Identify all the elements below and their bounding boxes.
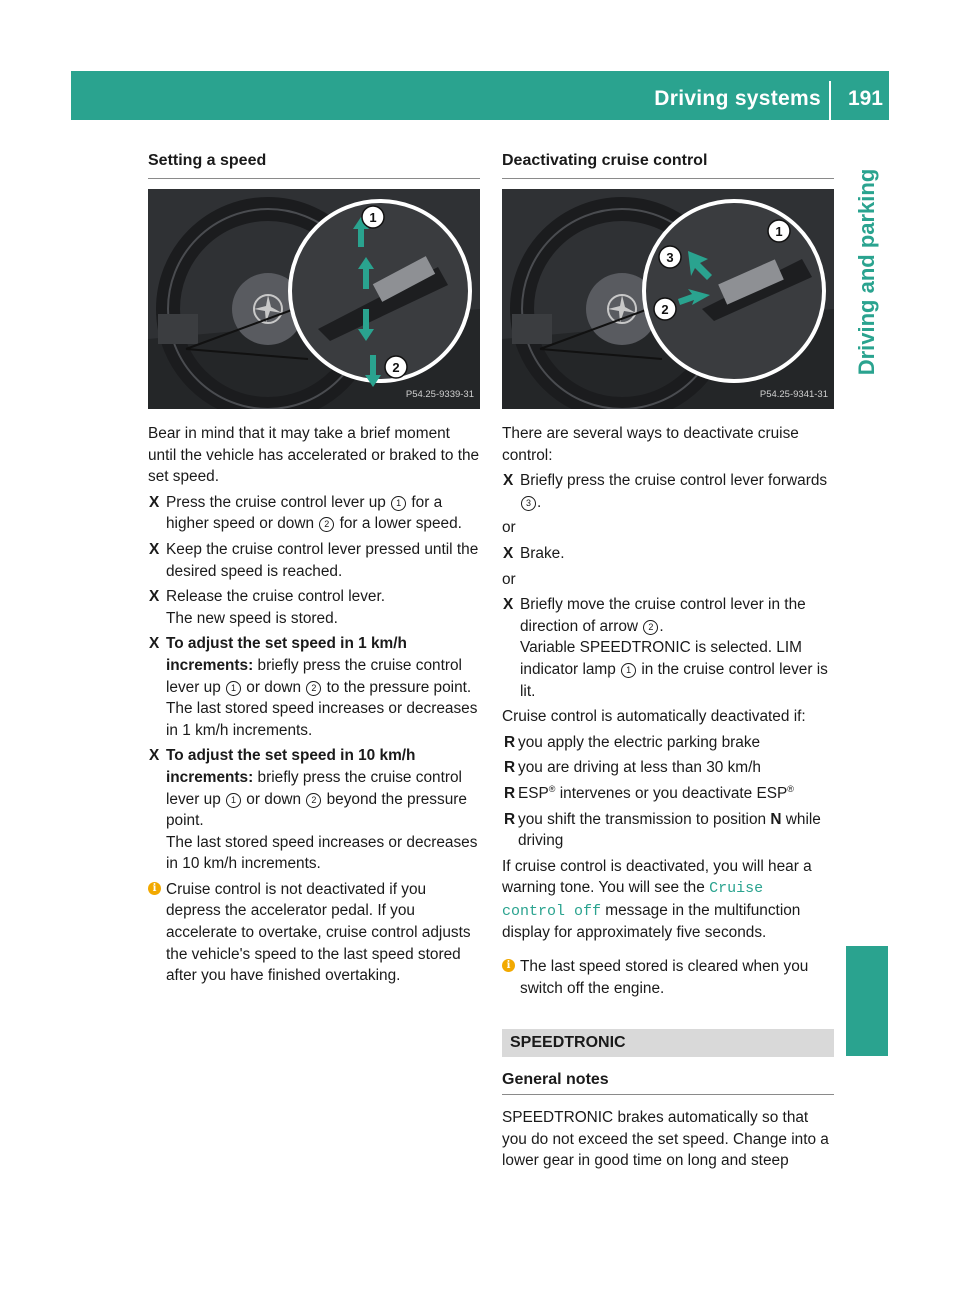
callout-ref: 2 (306, 681, 321, 696)
text: The last stored speed increases or decreases in 10 km/h increments. (166, 833, 478, 873)
side-marker (846, 946, 888, 1056)
header-bar (71, 71, 889, 120)
warning-tone-text (502, 856, 834, 944)
text: ESP (518, 784, 549, 802)
callout-ref: 1 (621, 663, 636, 678)
figure-deactivating (502, 189, 834, 409)
text: or down (242, 678, 306, 696)
info-note (148, 879, 480, 987)
heading-deactivating: Deactivating cruise control (502, 150, 834, 179)
text: to the pressure point. (322, 678, 472, 696)
text: Variable SPEEDTRONIC is selected. LIM indicator lamp (520, 639, 802, 678)
text: for a higher speed or down (166, 493, 443, 533)
bullet-marker: X (503, 544, 514, 562)
text: . (659, 617, 664, 635)
text: briefly press the cruise control lever up (166, 656, 462, 696)
gear-position: N (770, 810, 782, 828)
side-tab-label: Driving and parking (854, 168, 880, 376)
bullet-marker: X (149, 635, 160, 653)
bullet-marker: X (149, 588, 160, 606)
instruction-item (502, 470, 834, 513)
info-note (502, 956, 834, 999)
instruction-item (502, 594, 834, 702)
instruction-item (502, 543, 834, 565)
auto-deactivation-text: Cruise control is automatically deactivated if: (502, 708, 806, 726)
note-text: Cruise control is not deactivated if you depress the accelerator pedal. If you accelerate to overtake, cruise control adjusts the vehicle's speed to the last speed stored after you have finished overtaking. (166, 880, 471, 985)
instruction-item (148, 586, 480, 629)
left-body (148, 423, 480, 987)
bullet-marker: X (503, 472, 514, 490)
callout-ref: 2 (643, 620, 658, 635)
speedtronic-heading: SPEEDTRONIC (502, 1029, 834, 1057)
text: in the cruise control lever is lit. (520, 660, 828, 700)
page-number: 191 (847, 87, 883, 110)
dot-marker: R (504, 759, 516, 777)
steering-wheel-illustration (148, 189, 480, 409)
instruction-item (148, 539, 480, 582)
callout-ref: 2 (306, 793, 321, 808)
bullet-marker: X (149, 540, 160, 558)
bullet-marker: X (149, 747, 160, 765)
bold-text: To adjust the set speed in 1 km/h increments: (166, 635, 407, 674)
registered-mark: ® (548, 783, 556, 794)
general-notes-text: SPEEDTRONIC brakes automatically so that you do not exceed the set speed. Change into a lower gear in good time on long and steep (502, 1109, 829, 1170)
text: intervenes or you deactivate ESP (555, 784, 788, 802)
or-text: or (502, 570, 516, 588)
callout-2: 2 (661, 302, 669, 317)
text: beyond the pressure point. (166, 790, 467, 830)
text: or down (242, 790, 306, 808)
registered-mark: ® (787, 783, 794, 794)
text: Briefly move the cruise control lever in the direction of arrow (520, 596, 806, 635)
display-message: Cruise control off (502, 880, 764, 920)
figure-code: P54.25-9339-31 (405, 389, 474, 401)
text: Press the cruise control lever up (166, 493, 391, 511)
intro-text: There are several ways to deactivate cruise control: (502, 425, 799, 464)
figure-code: P54.25-9341-31 (759, 389, 828, 401)
dot-marker: R (504, 810, 516, 828)
text: The new speed is stored. (166, 609, 338, 627)
callout-ref: 1 (391, 496, 406, 511)
section-title: Driving systems (654, 87, 821, 110)
side-tab (846, 168, 888, 376)
info-icon: i (502, 959, 515, 972)
callout-1: 1 (775, 224, 783, 239)
list-item (502, 732, 834, 754)
right-column (502, 150, 834, 1172)
callout-ref: 3 (521, 496, 536, 511)
or-text: or (502, 519, 516, 537)
instruction-item (148, 633, 480, 741)
dot-marker: R (504, 733, 516, 751)
left-column (148, 150, 480, 987)
callout-ref: 1 (226, 793, 241, 808)
figure-setting-speed (148, 189, 480, 409)
instruction-item (148, 745, 480, 875)
list-item (502, 809, 834, 852)
right-body (502, 423, 834, 1172)
header-divider (829, 81, 831, 120)
callout-1: 1 (369, 210, 377, 225)
text: while driving (518, 810, 821, 850)
text: briefly press the cruise control lever up (166, 768, 462, 808)
bullet-marker: X (503, 596, 514, 614)
steering-wheel-illustration (502, 189, 834, 409)
text: Briefly press the cruise control lever forwards (520, 472, 828, 490)
text: Brake. (520, 544, 565, 562)
text: The last stored speed increases or decreases in 1 km/h increments. (166, 700, 478, 739)
text: you apply the electric parking brake (518, 733, 761, 751)
heading-setting-speed: Setting a speed (148, 150, 480, 179)
list-item (502, 757, 834, 779)
text: for a lower speed. (335, 515, 462, 533)
text: you shift the transmission to position (518, 810, 771, 828)
text: you are driving at less than 30 km/h (518, 759, 761, 777)
instruction-item (148, 492, 480, 535)
general-notes-heading: General notes (502, 1069, 834, 1095)
text: message in the multifunction display for approximately five seconds. (502, 901, 801, 942)
text: . (537, 493, 542, 511)
callout-2: 2 (392, 360, 400, 375)
bold-text: To adjust the set speed in 10 km/h increments: (166, 747, 416, 786)
bullet-marker: X (149, 493, 160, 511)
callout-ref: 1 (226, 681, 241, 696)
list-item (502, 783, 834, 805)
text: Keep the cruise control lever pressed until the desired speed is reached. (166, 540, 479, 580)
dot-marker: R (504, 784, 516, 802)
intro-text: Bear in mind that it may take a brief moment until the vehicle has accelerated or braked to the set speed. (148, 425, 480, 486)
callout-ref: 2 (319, 517, 334, 532)
text: Release the cruise control lever. (166, 588, 386, 606)
info-icon: i (148, 882, 161, 895)
note-text: The last speed stored is cleared when you switch off the engine. (520, 958, 809, 997)
callout-3: 3 (666, 250, 674, 265)
text: If cruise control is deactivated, you will hear a warning tone. You will see the (502, 857, 812, 897)
